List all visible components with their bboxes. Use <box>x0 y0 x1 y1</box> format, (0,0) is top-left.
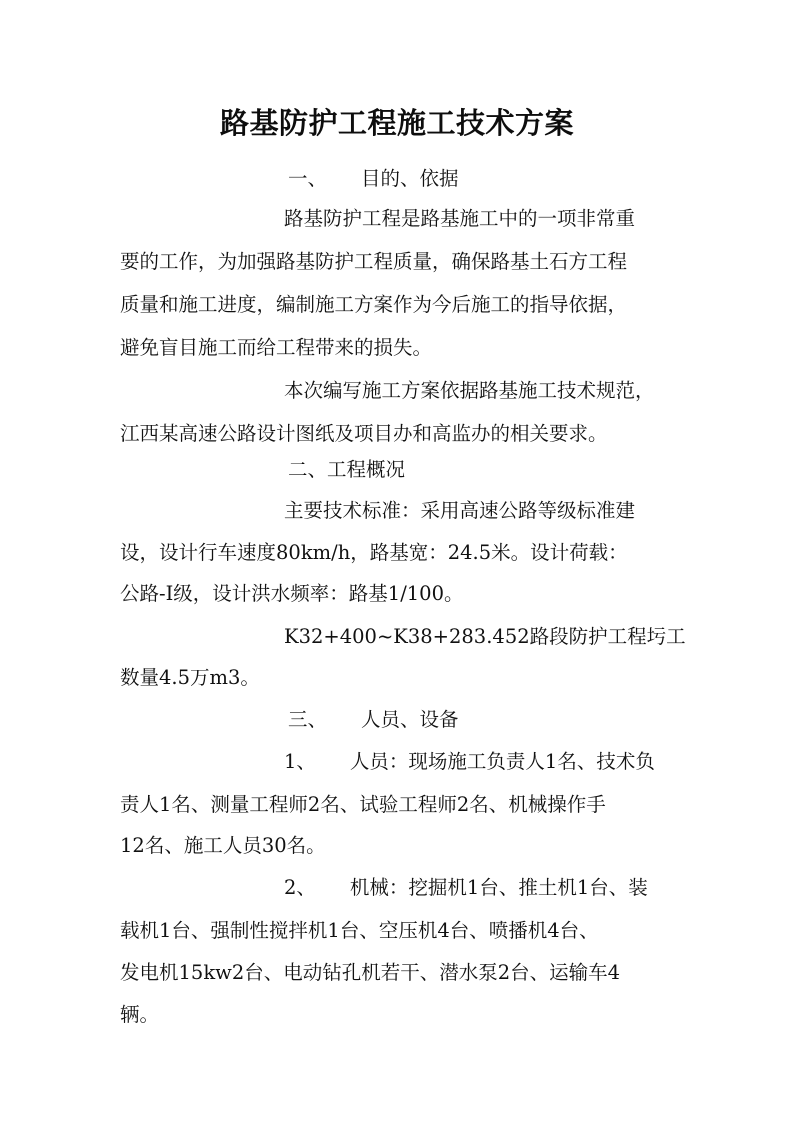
list-item-text: 人员：现场施工负责人1名、技术负 <box>349 750 655 773</box>
section-heading-2: 二、工程概况 <box>288 458 406 481</box>
paragraph-line: 12名、施工人员30名。 <box>120 834 326 857</box>
section-heading-1 <box>288 165 459 193</box>
section-heading-3 <box>288 706 459 734</box>
paragraph-line: 质量和施工进度，编制施工方案作为今后施工的指导依据， <box>120 293 628 316</box>
paragraph-line: 责人1名、测量工程师2名、试验工程师2名、机械操作手 <box>120 793 606 816</box>
paragraph-line: 辆。 <box>120 1003 160 1026</box>
paragraph-line: 主要技术标准：采用高速公路等级标准建 <box>284 499 636 522</box>
paragraph-line: 本次编写施工方案依据路基施工技术规范， <box>284 379 655 402</box>
paragraph-line: 公路-I级，设计洪水频率：路基1/100。 <box>120 582 464 605</box>
list-item-2 <box>284 874 648 902</box>
section-heading-text: 人员、设备 <box>361 708 459 731</box>
paragraph-line: 发电机15kw2台、电动钻孔机若干、潜水泵2台、运输车4 <box>120 961 621 984</box>
paragraph-line: 要的工作，为加强路基防护工程质量，确保路基土石方工程 <box>120 250 628 273</box>
paragraph-line: 江西某高速公路设计图纸及项目办和高监办的相关要求。 <box>120 422 608 445</box>
list-item-number: 1、 <box>284 750 316 773</box>
paragraph-line: K32+400~K38+283.452路段防护工程圬工 <box>284 625 686 648</box>
paragraph-line: 避免盲目施工而给工程带来的损失。 <box>120 336 433 359</box>
list-item-text: 机械：挖掘机1台、推土机1台、装 <box>349 876 648 899</box>
paragraph-line: 载机1台、强制性搅拌机1台、空压机4台、喷播机4台、 <box>120 919 599 942</box>
section-heading-text: 目的、依据 <box>361 167 459 190</box>
paragraph-line: 设，设计行车速度80km/h，路基宽：24.5米。设计荷载： <box>120 541 628 564</box>
section-heading-number: 三、 <box>288 708 328 731</box>
section-heading-number: 一、 <box>288 167 328 190</box>
list-item-1 <box>284 748 655 776</box>
paragraph-line: 数量4.5万m3。 <box>120 666 260 689</box>
paragraph-line: 路基防护工程是路基施工中的一项非常重 <box>284 207 636 230</box>
list-item-number: 2、 <box>284 876 316 899</box>
document-title: 路基防护工程施工技术方案 <box>219 106 574 140</box>
